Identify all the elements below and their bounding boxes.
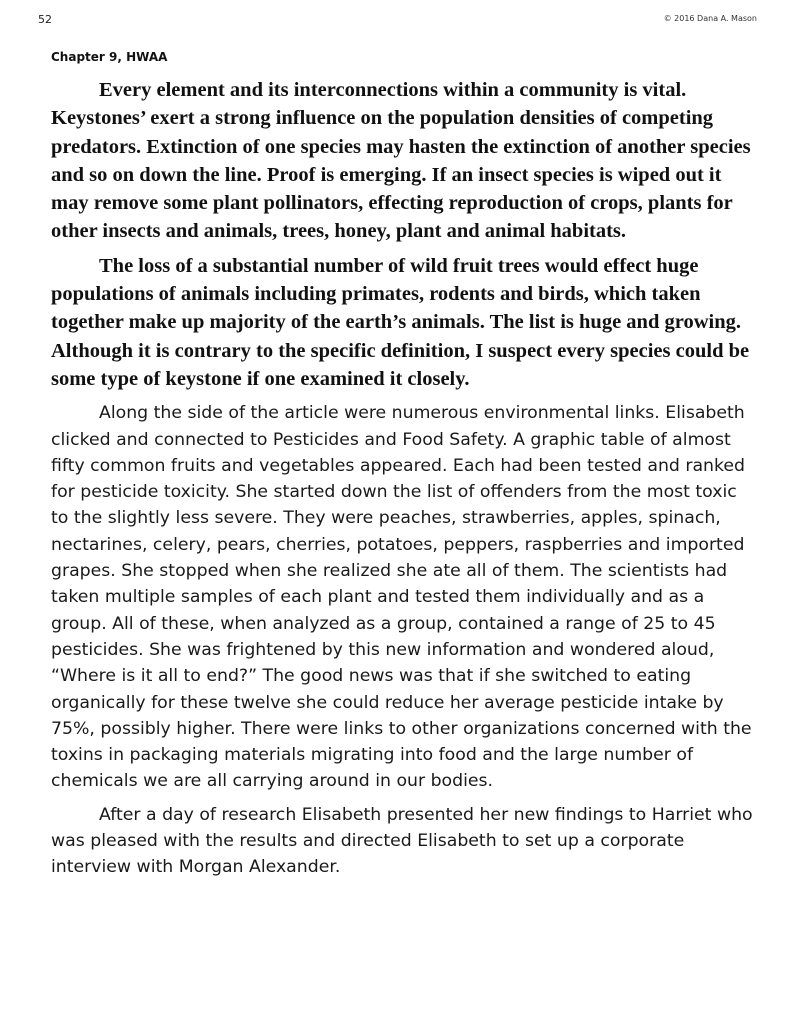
page-body bbox=[51, 76, 759, 881]
body-paragraph: After a day of research Elisabeth presented her new findings to Harriet who was pleased with the results and directed Elisabeth to set up a corporate interview with Morgan Alexander. bbox=[51, 804, 753, 878]
quoted-paragraph: Every element and its interconnections within a community is vital. Keystones’ exert a strong influence on the population densities of competing predators. Extinction of one species may hasten the extinction of another species and so on down the line. Proof is emerging. If an insect species is wiped out it may remove some plant pollinators, effecting reproduction of crops, plants for other insects and animals, trees, honey, plant and animal habitats. bbox=[51, 79, 751, 243]
chapter-header: Chapter 9, HWAA bbox=[51, 50, 168, 64]
copyright-notice: © 2016 Dana A. Mason bbox=[663, 14, 757, 23]
page-number: 52 bbox=[38, 13, 52, 26]
quoted-paragraph: The loss of a substantial number of wild fruit trees would effect huge populations of animals including primates, rodents and birds, which taken together make up majority of the earth’s animals. The list is huge and growing. Although it is contrary to the specific definition, I suspect every species could be some type of keystone if one examined it closely. bbox=[51, 254, 750, 390]
body-paragraph: Along the side of the article were numerous environmental links. Elisabeth clicked and connected to Pesticides and Food Safety. A graphic table of almost fifty common fruits and vegetables appeared. Each had been tested and ranked for pesticide toxicity. She started down the list of offenders from the most toxic to the slightly less severe. They were peaches, strawberries, apples, spinach, nectarines, celery, pears, cherries, potatoes, peppers, raspberries and imported grapes. She stopped when she realized she ate all of them. The scientists had taken multiple samples of each plant and tested them individually and as a group. All of these, when analyzed as a group, contained a range of 25 to 45 pesticides. She was frightened by this new information and wondered aloud, “Where is it all to end?” The good news was that if she switched to eating organically for these twelve she could reduce her average pesticide intake by 75%, possibly higher. There were links to other organizations concerned with the toxins in packaging materials migrating into food and the large number of chemicals we are all carrying around in our bodies. bbox=[51, 403, 752, 792]
